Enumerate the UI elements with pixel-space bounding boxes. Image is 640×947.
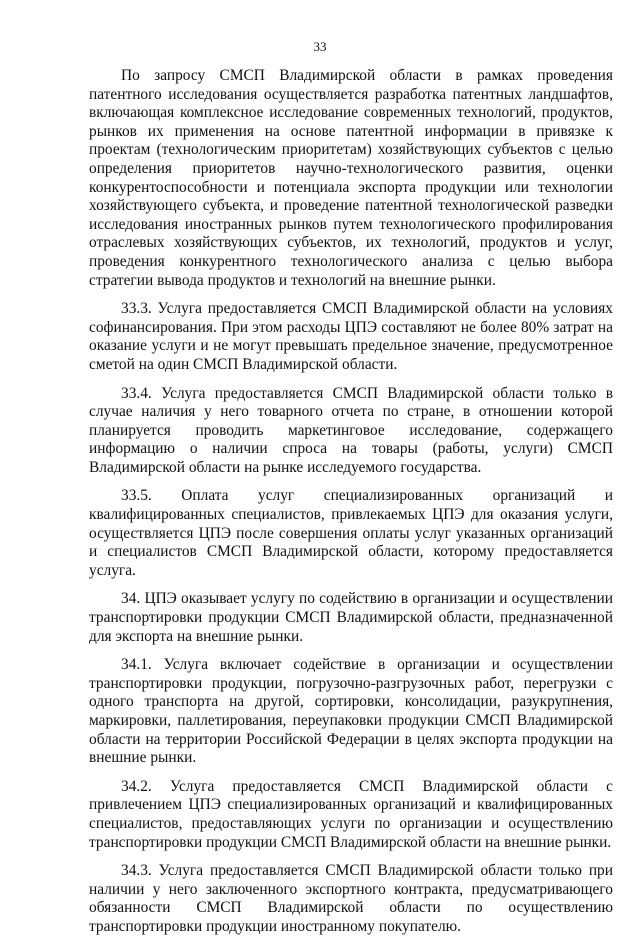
paragraph-34-2: 34.2. Услуга предоставляется СМСП Владимирской области с привлечением ЦПЭ специализированных организаций и квалифицированных специалистов, предоставляющих услуги по организации и осуществлению транспортировки продукции СМСП Владимирской области на внешние рынки. — [89, 777, 613, 851]
paragraph-34: 34. ЦПЭ оказывает услугу по содействию в организации и осуществлении транспортировки продукции СМСП Владимирской области, предназначенной для экспорта на внешние рынки. — [89, 590, 613, 645]
paragraph-33-5: 33.5. Оплата услуг специализированных организаций и квалифицированных специалистов, привлекаемых ЦПЭ для оказания услуги, осуществляется ЦПЭ после совершения оплаты услуг указанных организаций и специалистов СМСП Владимирской области, которому предоставляется услуга. — [89, 487, 613, 579]
paragraph-33-3: 33.3. Услуга предоставляется СМСП Владимирской области на условиях софинансирования. При этом расходы ЦПЭ составляют не более 80% затрат на оказание услуги и не могут превышать предельное значение, предусмотренное сметой на один СМСП Владимирской области. — [89, 300, 613, 373]
document-body — [89, 67, 613, 947]
page-number: 33 — [313, 39, 327, 54]
paragraph-patent-landscape: По запросу СМСП Владимирской области в рамках проведения патентного исследования осуществляется разработка патентных ландшафтов, включающая комплексное исследование современных технологий, продуктов, рынков их применения на основе патентной информации в привязке к проектам (технологическим приоритетам) хозяйствующих субъектов с целью определения приоритетов научно-технологического развития, оценки конкурентоспособности и потенциала экспорта продукции или технологии хозяйствующего субъекта, и проведение патентной технологической разведки исследования иностранных рынков путем технологического профилирования отраслевых хозяйствующих субъектов, их технологий, продуктов и услуг, проведения конкурентного технологического анализа с целью выбора стратегии вывода продуктов и технологий на внешние рынки. — [89, 67, 613, 289]
paragraph-34-3: 34.3. Услуга предоставляется СМСП Владимирской области только при наличии у него заключенного экспортного контракта, предусматривающего обязанности СМСП Владимирской области по осуществлению транспортировки продукции иностранному покупателю. — [89, 862, 613, 935]
paragraph-34-1: 34.1. Услуга включает содействие в организации и осуществлении транспортировки продукции, погрузочно-разгрузочных работ, перегрузки с одного транспорта на другой, сортировки, консолидации, разукрупнения, маркировки, паллетирования, переупаковки продукции СМСП Владимирской области на территории Российской Федерации в целях экспорта продукции на внешние рынки. — [89, 656, 613, 767]
paragraph-33-4: 33.4. Услуга предоставляется СМСП Владимирской области только в случае наличия у него товарного отчета по стране, в отношении которой планируется проводить маркетинговое исследование, содержащего информацию о наличии спроса на товары (работы, услуги) СМСП Владимирской области на рынке исследуемого государства. — [89, 384, 613, 476]
